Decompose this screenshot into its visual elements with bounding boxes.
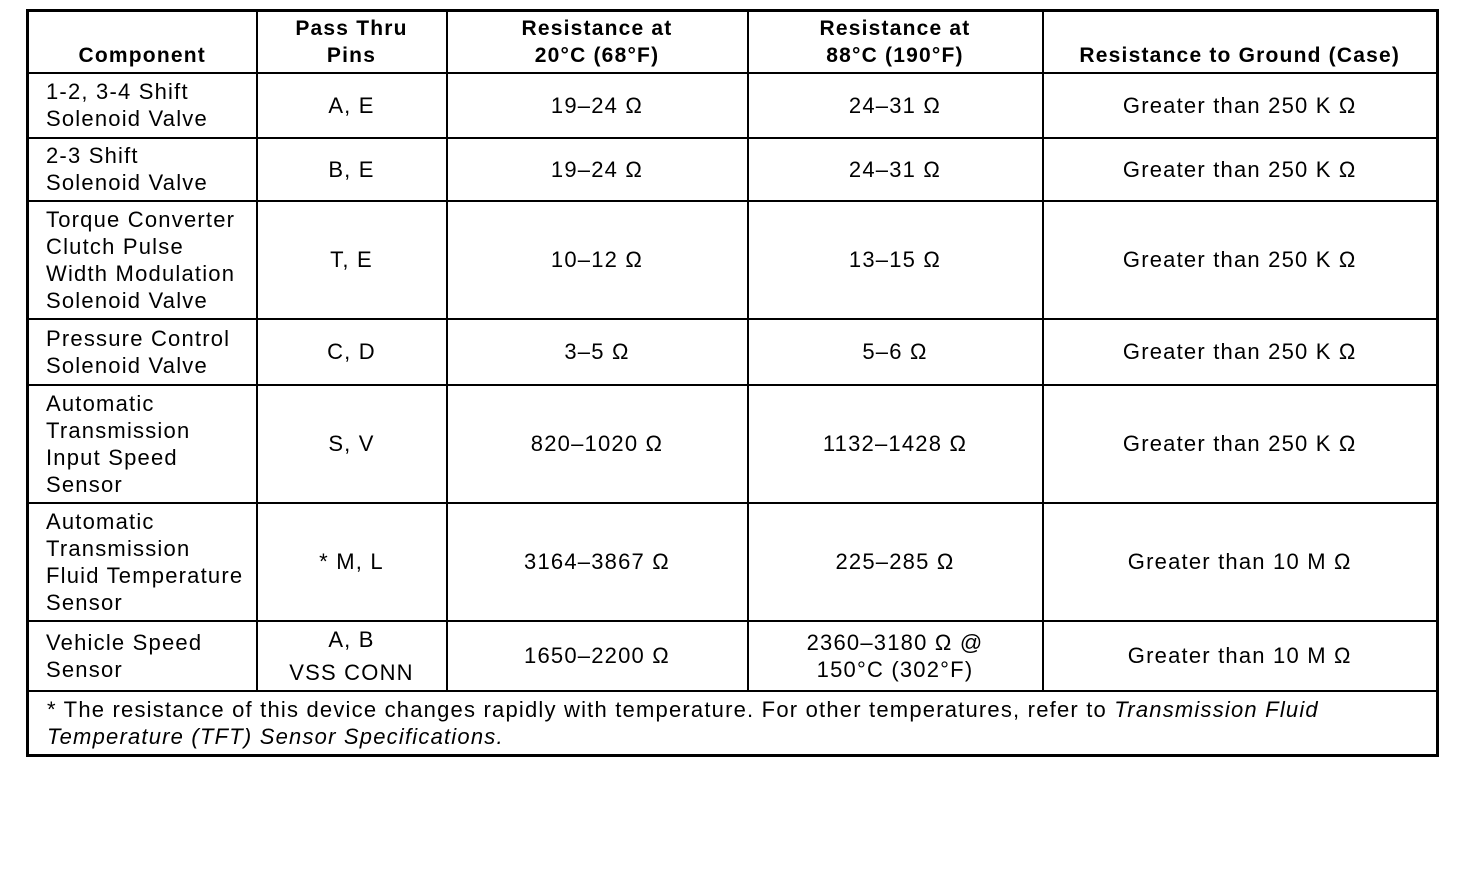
column-header-component: Component (28, 11, 257, 73)
resistance-20c-cell: 3164–3867 Ω (447, 503, 748, 621)
resistance-spec-table (26, 9, 1439, 757)
resistance-20c-cell: 3–5 Ω (447, 319, 748, 385)
resistance-to-ground-cell: Greater than 250 K Ω (1043, 73, 1438, 138)
table-row (28, 385, 1438, 503)
column-header-resistance-to-ground: Resistance to Ground (Case) (1043, 11, 1438, 73)
footnote-reference: Transmission Fluid Temperature (TFT) Sensor Specifications. (47, 696, 1319, 749)
resistance-to-ground-cell: Greater than 250 K Ω (1043, 201, 1438, 319)
resistance-88c-cell: 1132–1428 Ω (748, 385, 1043, 503)
resistance-to-ground-cell: Greater than 250 K Ω (1043, 319, 1438, 385)
resistance-to-ground-cell: Greater than 250 K Ω (1043, 138, 1438, 201)
resistance-88c-cell: 24–31 Ω (748, 73, 1043, 138)
resistance-20c-cell: 19–24 Ω (447, 138, 748, 201)
table-row (28, 319, 1438, 385)
table-row (28, 201, 1438, 319)
resistance-88c-cell: 5–6 Ω (748, 319, 1043, 385)
pins-cell: B, E (257, 138, 447, 201)
resistance-to-ground-cell: Greater than 250 K Ω (1043, 385, 1438, 503)
component-cell: Automatic Transmission Input Speed Sensor (28, 385, 257, 503)
table-row (28, 503, 1438, 621)
component-cell: Torque Converter Clutch Pulse Width Modulation Solenoid Valve (28, 201, 257, 319)
pins-cell: T, E (257, 201, 447, 319)
component-cell: Vehicle Speed Sensor (28, 621, 257, 691)
table-row (28, 73, 1438, 138)
footnote-cell (28, 691, 1438, 756)
resistance-to-ground-cell: Greater than 10 M Ω (1043, 621, 1438, 691)
resistance-88c-cell: 13–15 Ω (748, 201, 1043, 319)
resistance-20c-cell: 19–24 Ω (447, 73, 748, 138)
resistance-20c-cell: 1650–2200 Ω (447, 621, 748, 691)
footnote-text: * The resistance of this device changes rapidly with temperature. For other temperatures, refer to (47, 696, 1115, 722)
resistance-88c-cell: 24–31 Ω (748, 138, 1043, 201)
pins-cell: A, B VSS CONN (257, 621, 447, 691)
table-row (28, 138, 1438, 201)
column-header-resistance-88c: Resistance at 88°C (190°F) (748, 11, 1043, 73)
resistance-to-ground-cell: Greater than 10 M Ω (1043, 503, 1438, 621)
pins-cell: C, D (257, 319, 447, 385)
column-header-resistance-20c: Resistance at 20°C (68°F) (447, 11, 748, 73)
resistance-20c-cell: 820–1020 Ω (447, 385, 748, 503)
resistance-88c-cell: 2360–3180 Ω @ 150°C (302°F) (748, 621, 1043, 691)
pins-cell: S, V (257, 385, 447, 503)
table-row (28, 621, 1438, 691)
component-cell: 1-2, 3-4 Shift Solenoid Valve (28, 73, 257, 138)
pins-cell: * M, L (257, 503, 447, 621)
header-row (28, 11, 1438, 73)
column-header-pass-thru-pins: Pass Thru Pins (257, 11, 447, 73)
resistance-20c-cell: 10–12 Ω (447, 201, 748, 319)
component-cell: Automatic Transmission Fluid Temperature Sensor (28, 503, 257, 621)
component-cell: 2-3 Shift Solenoid Valve (28, 138, 257, 201)
pins-cell: A, E (257, 73, 447, 138)
component-cell: Pressure Control Solenoid Valve (28, 319, 257, 385)
footnote-row (28, 691, 1438, 756)
resistance-88c-cell: 225–285 Ω (748, 503, 1043, 621)
